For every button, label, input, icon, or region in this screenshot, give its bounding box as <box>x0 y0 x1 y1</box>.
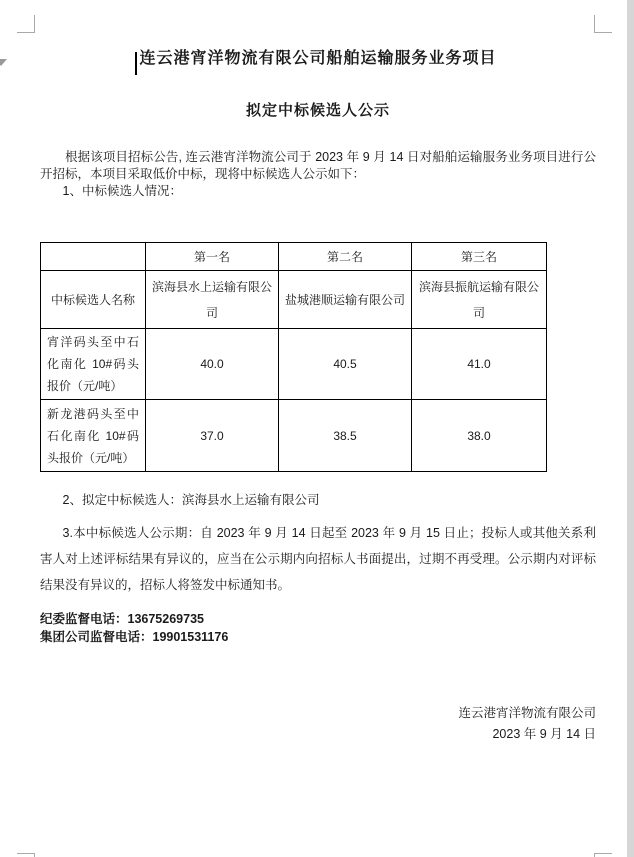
item-2-proposed-winner: 2、拟定中标候选人：滨海县水上运输有限公司 <box>62 493 320 507</box>
table-header-rank-2: 第二名 <box>279 243 412 271</box>
row-label-price-xiaoyang: 宵洋码头至中石化南化 10#码头报价（元/吨） <box>41 329 146 400</box>
document-subtitle: 拟定中标候选人公示 <box>245 102 390 119</box>
signature-block <box>40 703 596 745</box>
table-row-price-xinlonggang <box>41 400 547 472</box>
table-row-price-xiaoyang <box>41 329 547 400</box>
row-label-price-xinlonggang: 新龙港码头至中石化南化 10#码头报价（元/吨） <box>41 400 146 472</box>
document-title: 连云港宵洋物流有限公司船舶运输服务业务项目 <box>139 50 497 67</box>
margin-crop-mark-bottom-left <box>17 853 35 857</box>
group-supervision-phone: 集团公司监督电话：19901531176 <box>40 630 229 644</box>
price-xiaoyang-rank-3: 41.0 <box>412 329 547 400</box>
signature-date: 2023 年 9 月 14 日 <box>492 727 596 741</box>
intro-paragraph: 根据该项目招标公告, 连云港宵洋物流公司于 2023 年 9 月 14 日对船舶运输服务业务项目进行公开招标，本项目采取低价中标，现将中标候选人公示如下： <box>40 150 596 181</box>
margin-crop-mark-bottom-right <box>594 853 612 857</box>
price-xinlonggang-rank-3: 38.0 <box>412 400 547 472</box>
supervision-phones <box>40 610 596 646</box>
document-body <box>40 0 596 745</box>
item-1-candidates-heading: 1、中标候选人情况： <box>62 184 182 198</box>
candidate-2-name: 盐城港顺运输有限公司 <box>279 271 412 329</box>
price-xiaoyang-rank-1: 40.0 <box>146 329 279 400</box>
signature-company: 连云港宵洋物流有限公司 <box>458 706 596 720</box>
table-header-blank <box>41 243 146 271</box>
price-xinlonggang-rank-2: 38.5 <box>279 400 412 472</box>
canvas-edge-strip <box>627 0 634 857</box>
bid-candidates-table <box>40 242 547 472</box>
table-header-rank-3: 第三名 <box>412 243 547 271</box>
item-3-publicity-period: 3.本中标候选人公示期：自 2023 年 9 月 14 日起至 2023 年 9 月 15 日止；投标人或其他关系利害人对上述评标结果有异议的，应当在公示期内向招标人书面提出，过期不再受理。公示期内对评标结果没有异议的，招标人将签发中标通知书。 <box>40 526 596 592</box>
margin-crop-mark-top-left <box>17 15 35 33</box>
price-xinlonggang-rank-1: 37.0 <box>146 400 279 472</box>
ruler-indent-marker <box>0 59 7 66</box>
candidate-3-name: 滨海县振航运输有限公司 <box>412 271 547 329</box>
discipline-supervision-phone: 纪委监督电话：13675269735 <box>40 612 204 626</box>
table-row-candidate-names <box>41 271 547 329</box>
margin-crop-mark-top-right <box>594 15 612 33</box>
row-label-candidate-name: 中标候选人名称 <box>41 271 146 329</box>
table-header-row <box>41 243 547 271</box>
price-xiaoyang-rank-2: 40.5 <box>279 329 412 400</box>
candidate-1-name: 滨海县水上运输有限公司 <box>146 271 279 329</box>
table-header-rank-1: 第一名 <box>146 243 279 271</box>
